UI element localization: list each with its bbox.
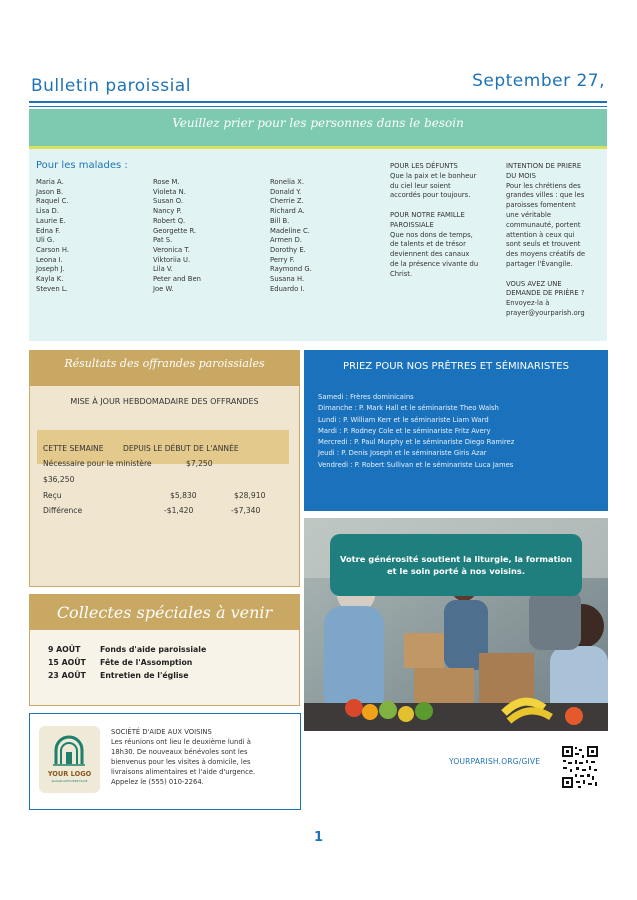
departed-heading: POUR LES DÉFUNTS — [390, 162, 458, 170]
intention-line: paroisses fomentent — [506, 201, 576, 210]
sick-name: Robert Q. — [153, 216, 186, 225]
sick-name: Dorothy E. — [270, 245, 306, 254]
bulletin-title: Bulletin paroissial — [31, 76, 191, 96]
header-rule-thin — [29, 106, 607, 107]
neighbors-phone: Appelez le (555) 010-2264. — [111, 777, 204, 786]
sick-names-column-3 — [270, 178, 312, 294]
priest-day: Samedi : Frères dominicains — [318, 393, 414, 401]
received-ytd: $28,910 — [234, 491, 266, 500]
collection-date: 15 AOÛT — [48, 658, 86, 667]
intention-line: partager l'Évangile. — [506, 259, 573, 268]
column-this-week: CETTE SEMAINE — [43, 444, 104, 453]
request-line: DEMANDE DE PRIÈRE ? — [506, 289, 585, 298]
give-link[interactable]: YOURPARISH.ORG/GIVE — [449, 757, 541, 766]
family-heading: PAROISSIALE — [390, 220, 434, 229]
collection-row — [48, 671, 188, 680]
sick-name: Bill B. — [270, 216, 290, 225]
sick-name: Ronelia X. — [270, 178, 304, 186]
sick-name: Jason B. — [36, 187, 64, 196]
neighbors-line: livraisons alimentaires et l'aide d'urgence. — [111, 767, 256, 776]
needed-ytd: $36,250 — [43, 475, 75, 484]
column-year-to-date: DEPUIS LE DÉBUT DE L'ANNÉE — [123, 444, 239, 453]
intention-line: attention à ceux qui — [506, 230, 575, 239]
departed-line: Que la paix et le bonheur — [390, 171, 477, 180]
sick-name: Raquel C. — [36, 197, 69, 206]
priests-title: PRIEZ POUR NOS PRÊTRES ET SÉMINARISTES — [343, 361, 569, 372]
logo-text: YOUR LOGO — [47, 770, 92, 778]
logo-tagline: SLOGAN GOES HERE PLACE — [51, 780, 88, 783]
sick-name: Perry F. — [270, 255, 295, 264]
sick-name: Joseph J. — [36, 265, 65, 274]
priest-day: Dimanche : P. Mark Hall et le séminariste Theo Walsh — [318, 404, 499, 413]
prayer-banner — [29, 109, 607, 149]
sick-name: Eduardo I. — [270, 284, 305, 293]
intention-line: une véritable — [506, 210, 552, 219]
family-heading: POUR NOTRE FAMILLE — [390, 210, 465, 219]
priests-schedule — [318, 392, 514, 471]
received-label: Reçu — [43, 491, 62, 500]
intention-line: grandes villes : que les — [506, 191, 585, 200]
sick-name: Susan O. — [153, 197, 184, 206]
neighbors-heading: SOCIÉTÉ D'AIDE AUX VOISINS — [111, 728, 212, 736]
intention-line: communauté, portent — [506, 220, 581, 229]
qr-code-icon[interactable] — [561, 745, 599, 789]
difference-label: Différence — [43, 506, 83, 515]
offerings-subtitle: MISE À JOUR HEBDOMADAIRE DES OFFRANDES — [70, 397, 259, 406]
sick-name: Leona I. — [36, 255, 63, 264]
sick-name: Lila V. — [153, 265, 173, 274]
difference-week: -$1,420 — [164, 506, 194, 515]
sick-name: Uli G. — [36, 236, 55, 245]
sick-name: Cherrie Z. — [270, 197, 304, 206]
needed-label: Nécessaire pour le ministère — [43, 459, 152, 468]
sick-name: Susana H. — [270, 275, 305, 284]
offerings-title: Résultats des offrandes paroissiales — [64, 357, 265, 370]
collections-title: Collectes spéciales à venir — [56, 603, 273, 622]
neighbors-line: bienvenus pour les visites à domicile, les — [111, 757, 251, 766]
departed-and-family-column — [390, 162, 490, 280]
priest-day: Vendredi : P. Robert Sullivan et le séminariste Luca James — [318, 460, 514, 469]
bulletin-date: September 27, — [472, 71, 605, 91]
sick-name: Viktoriia U. — [153, 255, 191, 264]
intention-line: des moyens créatifs de — [506, 250, 586, 259]
sick-name: Laurie E. — [36, 216, 66, 225]
sick-name: Maria A. — [36, 178, 64, 186]
request-line: Envoyez-la à — [506, 299, 550, 308]
sick-name: Carson H. — [36, 245, 70, 254]
parish-logo — [39, 726, 100, 793]
sick-name: Joe W. — [153, 284, 174, 293]
sick-heading: Pour les malades : — [36, 160, 128, 171]
sick-name: Raymond G. — [270, 265, 312, 274]
qr-code-graphic — [561, 745, 599, 789]
priest-day: Mercredi : P. Paul Murphy et le séminariste Diego Ramirez — [318, 438, 515, 447]
sick-name: Lisa D. — [36, 207, 59, 216]
header-rule — [29, 101, 607, 103]
sick-name: Armen D. — [270, 236, 302, 245]
intention-column — [506, 162, 601, 319]
collection-date: 23 AOÛT — [48, 671, 86, 680]
sick-name: Peter and Ben — [153, 275, 201, 284]
needed-week: $7,250 — [186, 459, 213, 468]
intention-line: DU MOIS — [506, 171, 536, 180]
neighbors-text — [111, 728, 293, 787]
collection-name: Fonds d'aide paroissiale — [100, 645, 207, 654]
generosity-callout: Votre générosité soutient la liturgie, la formation et le soin porté à nos voisins. — [330, 534, 582, 596]
prayer-banner-text: Veuillez prier pour les personnes dans le besoin — [172, 116, 464, 130]
sick-name: Georgette R. — [153, 226, 197, 235]
collection-row — [48, 658, 192, 667]
sick-names-column-2 — [153, 178, 201, 294]
sick-name: Richard A. — [270, 207, 305, 216]
sick-name: Violeta N. — [153, 187, 186, 196]
priest-day: Jeudi : P. Denis Joseph et le séminariste Giris Azar — [318, 449, 487, 458]
intention-line: INTENTION DE PRIÈRE — [506, 162, 582, 170]
family-line: de talents et de trésor — [390, 240, 466, 249]
collection-name: Entretien de l'église — [100, 671, 189, 680]
sick-name: Steven L. — [36, 284, 68, 293]
difference-ytd: -$7,340 — [231, 506, 261, 515]
offerings-header — [29, 350, 300, 386]
family-line: Christ. — [390, 269, 413, 278]
priest-day: Lundi : P. William Kerr et le séminariste Liam Ward — [318, 415, 489, 424]
sick-name: Rose M. — [153, 178, 180, 186]
sick-name: Edna F. — [36, 226, 61, 235]
collection-row — [48, 645, 206, 654]
page-number: 1 — [313, 830, 324, 845]
sick-name: Veronica T. — [153, 245, 190, 254]
intention-line: Pour les chrétiens des — [506, 181, 581, 190]
family-line: de la présence vivante du — [390, 259, 479, 268]
intention-line: sont seuls et trouvent — [506, 240, 581, 249]
priest-day: Mardi : P. Rodney Cole et le séminariste Fritz Avery — [318, 426, 491, 435]
family-line: Que nos dons de temps, — [390, 230, 473, 239]
prayer-email-link[interactable]: prayer@yourparish.org — [506, 308, 585, 317]
collection-name: Fête de l'Assomption — [100, 658, 193, 667]
collection-date: 9 AOÛT — [48, 645, 81, 654]
departed-line: du ciel leur soient — [390, 181, 451, 190]
sick-name: Madeline C. — [270, 226, 310, 235]
sick-name: Kayla K. — [36, 275, 64, 284]
collections-header — [29, 594, 300, 630]
sick-name: Pat S. — [153, 236, 173, 245]
received-week: $5,830 — [170, 491, 197, 500]
sick-name: Nancy P. — [153, 207, 182, 216]
request-line: VOUS AVEZ UNE — [506, 279, 562, 288]
sick-names-column-1 — [36, 178, 69, 294]
neighbors-line: Les réunions ont lieu le deuxième lundi à — [111, 737, 251, 746]
sick-name: Donald Y. — [270, 187, 302, 196]
neighbors-line: 18h30. De nouveaux bénévoles sont les — [111, 747, 248, 756]
departed-line: accordés pour toujours. — [390, 191, 471, 200]
family-line: deviennent des canaux — [390, 250, 470, 259]
